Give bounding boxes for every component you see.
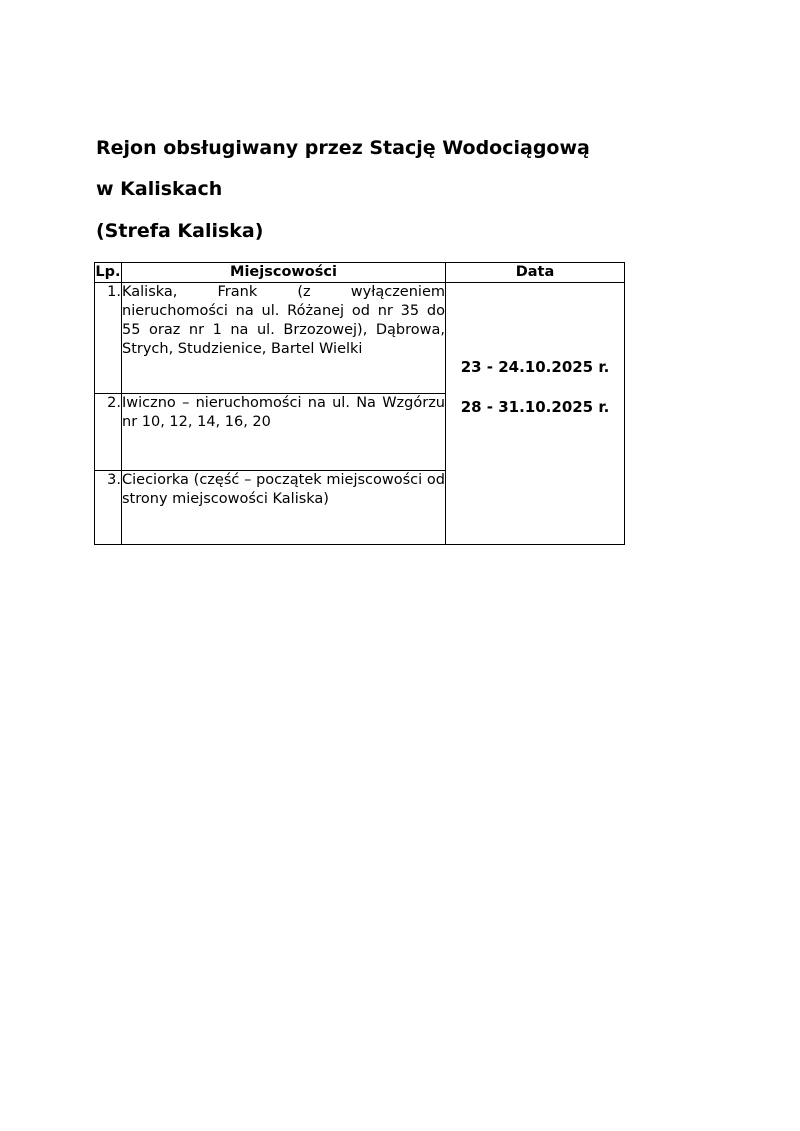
page-subtitle-location: w Kaliskach	[96, 178, 223, 200]
date-range-2: 28 - 31.10.2025 r.	[460, 398, 610, 416]
column-header-date: Data	[446, 263, 625, 283]
page-subtitle-zone: (Strefa Kaliska)	[96, 220, 264, 242]
date-cell	[446, 283, 625, 545]
row-number: 1.	[95, 283, 122, 394]
table-row	[95, 283, 625, 394]
date-range-1: 23 - 24.10.2025 r.	[460, 358, 610, 376]
table-header-row	[95, 263, 625, 283]
row-place: Cieciorka (część – początek miejscowości od strony miejscowości Kaliska)	[122, 471, 446, 545]
row-place: Iwiczno – nieruchomości na ul. Na Wzgórzu nr 10, 12, 14, 16, 20	[122, 394, 446, 471]
row-number: 3.	[95, 471, 122, 545]
column-header-lp: Lp.	[95, 263, 122, 283]
row-place: Kaliska, Frank (z wyłączeniem nieruchomości na ul. Różanej od nr 35 do 55 oraz nr 1 na ul. Brzozowej), Dąbrowa, Strych, Studzienice, Bartel Wielki	[122, 283, 446, 394]
row-number: 2.	[95, 394, 122, 471]
column-header-place: Miejscowości	[122, 263, 446, 283]
page-title: Rejon obsługiwany przez Stację Wodociągową	[96, 137, 590, 159]
regions-table	[94, 262, 625, 545]
